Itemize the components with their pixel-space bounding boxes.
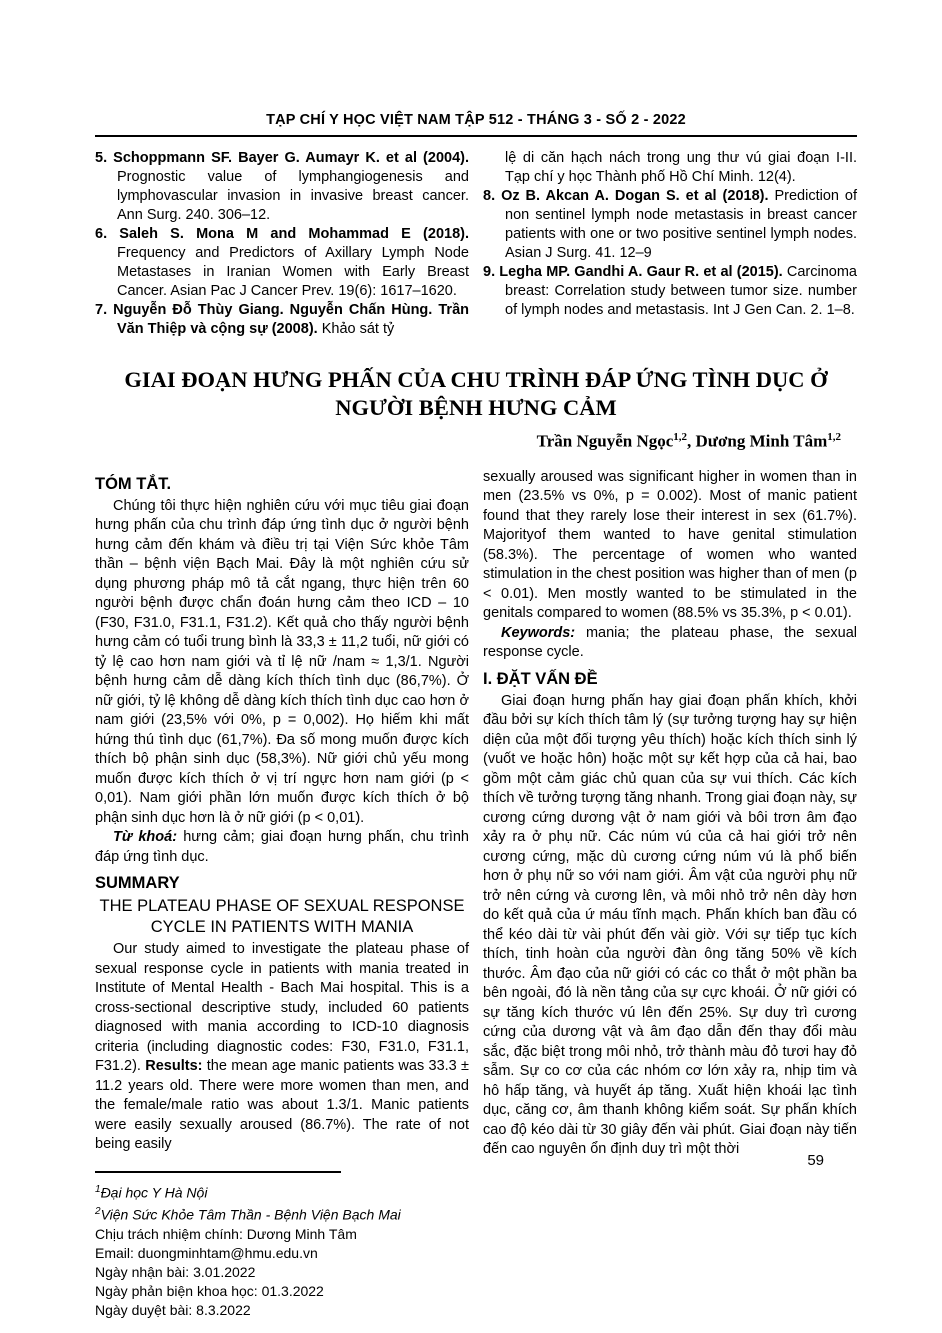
article-title-line1: GIAI ĐOẠN HƯNG PHẤN CỦA CHU TRÌNH ĐÁP ỨNG TÌNH DỤC Ở bbox=[124, 367, 828, 392]
ref-authors: Schoppmann SF. Bayer G. Aumayr K. et al (2004). bbox=[113, 150, 470, 166]
keywords-text: mania; the plateau phase, the sexual response cycle. bbox=[483, 624, 857, 661]
ref-authors: Saleh S. Mona M and Mohammad E (2018). bbox=[119, 226, 469, 242]
ref-number: 8. bbox=[483, 188, 496, 204]
reference-item-5 bbox=[95, 149, 469, 225]
article-title-line2: NGƯỜI BỆNH HƯNG CẢM bbox=[335, 395, 617, 420]
footnote-block bbox=[95, 1180, 469, 1320]
footnote-responsible-line: Chịu trách nhiệm chính: Dương Minh Tâm bbox=[95, 1225, 357, 1242]
summary-heading: SUMMARY bbox=[95, 874, 180, 893]
footnote-accepted-line: Ngày duyệt bài: 8.3.2022 bbox=[95, 1301, 251, 1318]
intro-heading: I. ĐẶT VẤN ĐỀ bbox=[483, 669, 598, 688]
reference-item-7-continuation: lệ di căn hạch nách trong ung thư vú giai đoạn I-II. Tạp chí y học Thành phố Hồ Chí Minh. 12(4). bbox=[505, 150, 857, 185]
author-superscript: 1,2 bbox=[827, 431, 841, 443]
body-left-column bbox=[95, 468, 469, 1320]
author-separator: , bbox=[687, 431, 696, 451]
summary-text-before: Our study aimed to investigate the plateau phase of sexual response cycle in patients with mania treated in Institute of Mental Health - Bach Mai hospital. This is a cross-sectional descriptive study, included 60 patients diagnosed with mania according to ICD-10 diagnosis criteria (including diagnostic codes: F30, F31.0, F31.1, F31.2). bbox=[95, 941, 469, 1075]
references-right-column bbox=[483, 149, 857, 339]
reference-item-8 bbox=[483, 187, 857, 263]
ref-number: 9. bbox=[483, 264, 496, 280]
ref-number: 7. bbox=[95, 302, 108, 318]
ref-number: 5. bbox=[95, 150, 108, 166]
summary-keywords-line bbox=[483, 624, 857, 663]
article-body bbox=[95, 468, 857, 1320]
ref-text: Khảo sát tỷ bbox=[321, 321, 395, 337]
reference-item-9 bbox=[483, 263, 857, 320]
journal-header: TẠP CHÍ Y HỌC VIỆT NAM TẬP 512 - THÁNG 3 - SỐ 2 - 2022 bbox=[95, 112, 857, 137]
footnote-affiliation-2 bbox=[95, 1202, 469, 1225]
references-section bbox=[95, 149, 857, 339]
summary-body bbox=[95, 940, 469, 1155]
footnote-affiliation-text: Đại học Y Hà Nội bbox=[100, 1184, 208, 1201]
author-line bbox=[95, 431, 857, 452]
ref-text: Prognostic value of lymphangiogenesis and lymphovascular invasion in invasive breast cancer. Ann Surg. 240. 306–12. bbox=[117, 169, 469, 223]
ref-authors: Legha MP. Gandhi A. Gaur R. et al (2015). bbox=[499, 264, 783, 280]
intro-body: Giai đoạn hưng phấn hay giai đoạn phấn khích, khởi đầu bởi sự kích thích tâm lý (sự tưởng tượng hay sự hiện diện của một đối tượng yêu thích) hoặc kích thích sinh lý (vuốt ve hoặc hôn) hoặc một sự kết hợp của cả hai, bao gồm một cảm giác chủ quan của sự vui thích. Các kích thích về tưởng tượng tăng nhanh. Trong giai đoạn này, sự cương cứng dương vật ở nam giới và bôi trơn âm đạo xảy ra ở phụ nữ. Các núm vú của cả hai giới trở nên cương cứng, mặc dù cương cứng núm vú là phổ biến hơn ở phụ nữ so với nam giới. Âm vật của người phụ nữ trở nên cứng và cương lên, và môi nhỏ trở nên dày hơn do kết quả của ứ máu tĩnh mạch. Phấn khích ban đầu có thể kéo dài từ vài phút đến vài giờ. Với sự tiếp tục kích thích, tinh hoàn của người đàn ông tăng 50% về kích thước. Âm đạo của nữ giới có các co thắt ở một phần ba bên ngoài, đó là nền tảng của sự cực khoái. Ở nữ giới có sự tăng kích thước vú lên đến 25%. Sự duy trì cương cứng của dương vật và âm đạo dẫn đến thay đổi màu sắc, đặc biệt trong môi nhỏ, trở thành màu đỏ tươi hay đỏ sẫm. Sự co cơ của các nhóm cơ lớn xảy ra, nhịp tim và hô hấp tăng, và huyết áp tăng. Xuất hiện khoái lạc tình dục, căng cơ, âm thanh không kiểm soát. Sự phấn khích cao độ kéo dài từ 30 giây đến vài phút. Giai đoạn này tiến đến cao nguyên ổn định duy trì một thời bbox=[483, 692, 857, 1158]
abstract-keywords-line bbox=[95, 828, 469, 867]
author-superscript: 1,2 bbox=[673, 431, 688, 443]
footnote-reviewed-line: Ngày phản biện khoa học: 01.3.2022 bbox=[95, 1282, 324, 1299]
author-name: Trần Nguyễn Ngọc bbox=[536, 431, 674, 451]
references-left-column bbox=[95, 149, 469, 339]
abstract-body: Chúng tôi thực hiện nghiên cứu với mục tiêu giai đoạn hưng phấn của chu trình đáp ứng tình dục ở người bệnh hưng cảm đến khám và điều trị tại Viện Sức khỏe Tâm thần – bệnh viện Bạch Mai. Đây là một nghiên cứu sử dụng phương pháp mô tả cắt ngang, thực hiện trên 60 người bệnh được chẩn đoán hưng cảm theo ICD – 10 (F30, F31.0, F31.1, F31.2). Kết quả cho thấy người bệnh hưng cảm có tuổi trung bình là 33,3 ± 11,2 tuổi, nữ giới có tỷ lệ cao hơn nam giới và tỉ lệ nữ /nam ≈ 1,3/1. Người bệnh hưng cảm dễ dàng kích thích tình dục (86,7%). Ở nữ giới, tỷ lệ không dễ dàng kích thích tình dục cao hơn ở nam giới (23,5% với 0%, p = 0,002). Họ hiếm khi mất hứng thú tình dục (61,7%). Đa số mong muốn được kích thích bộ phận sinh dục (58,3%). Nữ giới chủ yếu mong muốn được kích thích ở vị trí ngực hơn nam giới (p < 0,01). Nam giới phần lớn muốn được kích thích ở bộ phận sinh dục hơn là ở nữ giới (p < 0,01). bbox=[95, 497, 469, 826]
summary-text-after: the mean age manic patients was 33.3 ± 11.2 years old. There were more women than men, and the female/male ratio was about 1.3/1. Manic patients were easily sexually aroused (86.7%). The rate of not being easily bbox=[95, 1058, 469, 1153]
ref-authors: Nguyễn Đỗ Thùy Giang. Nguyễn Chấn Hùng. Trần Văn Thiệp và cộng sự (2008). bbox=[113, 302, 469, 337]
keywords-label: Từ khoá: bbox=[113, 829, 178, 846]
abstract-heading: TÓM TẮT. bbox=[95, 474, 172, 493]
footnote-superscript: 1 bbox=[95, 1183, 101, 1195]
keywords-label: Keywords: bbox=[501, 624, 576, 641]
summary-subtitle: THE PLATEAU PHASE OF SEXUAL RESPONSE CYCLE IN PATIENTS WITH MANIA bbox=[99, 897, 465, 937]
page-number: 59 bbox=[807, 1152, 824, 1169]
article-title bbox=[95, 366, 857, 422]
keywords-text: hưng cảm; giai đoạn hưng phấn, chu trình đáp ứng tình dục. bbox=[95, 829, 469, 865]
reference-item-6 bbox=[95, 225, 469, 301]
author-name: Dương Minh Tâm bbox=[695, 431, 828, 451]
footnote-affiliation-text: Viện Sức Khỏe Tâm Thần - Bệnh Viện Bạch Mai bbox=[100, 1206, 401, 1223]
ref-authors: Oz B. Akcan A. Dogan S. et al (2018). bbox=[501, 188, 769, 204]
results-label: Results: bbox=[145, 1058, 203, 1075]
ref-text: Carcinoma breast: Correlation study between tumor size. number of lymph nodes and metastasis. Int J Gen Can. 2. 1–8. bbox=[505, 264, 857, 318]
footnote-received-line: Ngày nhận bài: 3.01.2022 bbox=[95, 1263, 256, 1280]
footnote-superscript: 2 bbox=[95, 1206, 101, 1218]
footnote-rule bbox=[95, 1171, 341, 1173]
reference-item-7 bbox=[95, 301, 469, 339]
ref-text: Frequency and Predictors of Axillary Lymph Node Metastases in Iranian Women with Early Breast Cancer. Asian Pac J Cancer Prev. 19(6): 1617–1620. bbox=[117, 245, 469, 299]
ref-text: Prediction of non sentinel lymph node metastasis in breast cancer patients with one or two positive sentinel lymph nodes. Asian J Surg. 41. 12–9 bbox=[505, 188, 858, 261]
page-content bbox=[95, 112, 857, 1320]
summary-continuation: sexually aroused was significant higher in women than in men (23.5% vs 0%, p = 0.002). Most of manic patient found that they rarely lose their interest in sex (61.7%). Majorityof them wanted to have genital stimulation (58.3%). The percentage of women who wanted stimulation in the chest position was higher than of men (p < 0.01). Men mostly wanted to be stimulated in the genitals compared to women (88.5% vs 35.3%, p < 0.01). bbox=[483, 468, 857, 622]
ref-number: 6. bbox=[95, 226, 108, 242]
footnote-affiliation-1 bbox=[95, 1180, 469, 1203]
body-right-column bbox=[483, 468, 857, 1320]
footnote-email-line: Email: duongminhtam@hmu.edu.vn bbox=[95, 1244, 318, 1261]
